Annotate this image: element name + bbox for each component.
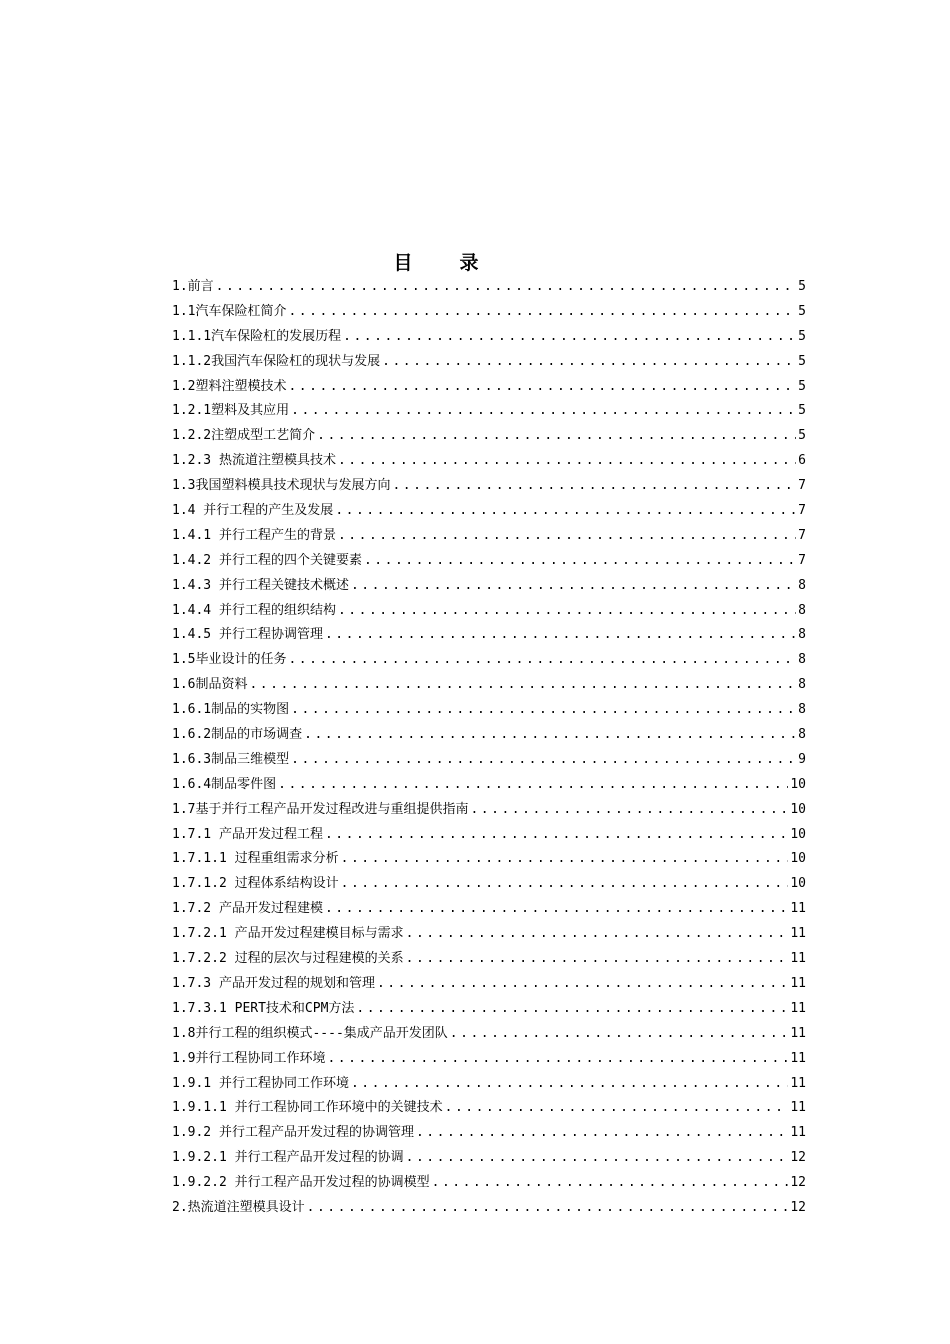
toc-entry-title: 1.7.1 产品开发过程工程 bbox=[172, 826, 323, 842]
toc-dot-leader bbox=[325, 823, 788, 848]
toc-dot-leader bbox=[307, 1196, 789, 1221]
toc-dot-leader bbox=[327, 1047, 788, 1072]
toc-title: 目 录 bbox=[393, 252, 493, 274]
toc-page-number: 8 bbox=[798, 702, 806, 718]
toc-dot-leader bbox=[382, 350, 796, 375]
toc-entry[interactable] bbox=[172, 1146, 806, 1171]
toc-dot-leader bbox=[249, 673, 796, 698]
toc-page-number: 5 bbox=[798, 353, 806, 369]
toc-entry[interactable] bbox=[172, 823, 806, 848]
toc-page-number: 8 bbox=[798, 727, 806, 743]
toc-page-number: 5 bbox=[798, 403, 806, 419]
toc-page-number: 5 bbox=[798, 378, 806, 394]
toc-entry-title: 1.9并行工程协同工作环境 bbox=[172, 1050, 326, 1066]
toc-page-number: 11 bbox=[790, 901, 806, 917]
toc-dot-leader bbox=[406, 947, 789, 972]
toc-page-number: 11 bbox=[790, 975, 806, 991]
toc-dot-leader bbox=[288, 648, 796, 673]
toc-entry-title: 1.7.2.2 过程的层次与过程建模的关系 bbox=[172, 951, 404, 967]
toc-entry[interactable] bbox=[172, 499, 806, 524]
toc-entry-title: 1.9.1.1 并行工程协同工作环境中的关键技术 bbox=[172, 1100, 443, 1116]
toc-dot-leader bbox=[406, 1146, 789, 1171]
toc-page-number: 8 bbox=[798, 627, 806, 643]
toc-entry[interactable] bbox=[172, 275, 806, 300]
toc-entry[interactable] bbox=[172, 623, 806, 648]
toc-dot-leader bbox=[335, 499, 796, 524]
toc-dot-leader bbox=[377, 972, 788, 997]
toc-entry-title: 1.2.3 热流道注塑模具技术 bbox=[172, 453, 336, 469]
toc-list bbox=[172, 275, 806, 1221]
toc-dot-leader bbox=[288, 375, 796, 400]
toc-page-number: 10 bbox=[790, 876, 806, 892]
toc-page-number: 5 bbox=[798, 279, 806, 294]
toc-entry[interactable] bbox=[172, 375, 806, 400]
toc-entry[interactable] bbox=[172, 798, 806, 823]
toc-entry-title: 1.7基于并行工程产品开发过程改进与重组提供指南 bbox=[172, 801, 469, 817]
toc-entry[interactable] bbox=[172, 947, 806, 972]
toc-entry[interactable] bbox=[172, 1171, 806, 1196]
toc-page-number: 11 bbox=[790, 1125, 806, 1141]
toc-entry-title: 1.4 并行工程的产生及发展 bbox=[172, 503, 334, 519]
toc-entry[interactable] bbox=[172, 997, 806, 1022]
toc-dot-leader bbox=[291, 399, 796, 424]
toc-entry[interactable] bbox=[172, 1096, 806, 1121]
toc-entry-title: 1.3我国塑料模具技术现状与发展方向 bbox=[172, 478, 391, 494]
toc-page-number: 11 bbox=[790, 1100, 806, 1116]
toc-page-number: 7 bbox=[798, 478, 806, 494]
toc-entry[interactable] bbox=[172, 748, 806, 773]
toc-entry-title: 1.9.2.2 并行工程产品开发过程的协调模型 bbox=[172, 1175, 430, 1191]
toc-entry-title: 1.4.5 并行工程协调管理 bbox=[172, 627, 323, 643]
toc-entry[interactable] bbox=[172, 549, 806, 574]
toc-entry[interactable] bbox=[172, 972, 806, 997]
toc-entry[interactable] bbox=[172, 599, 806, 624]
toc-dot-leader bbox=[216, 275, 797, 300]
toc-entry-title: 1.6.4制品零件图 bbox=[172, 776, 277, 792]
toc-dot-leader bbox=[317, 424, 796, 449]
toc-dot-leader bbox=[351, 574, 796, 599]
toc-dot-leader bbox=[325, 897, 788, 922]
toc-dot-leader bbox=[470, 798, 788, 823]
toc-dot-leader bbox=[406, 922, 789, 947]
toc-entry-title: 1.2.1塑料及其应用 bbox=[172, 403, 290, 419]
toc-entry[interactable] bbox=[172, 300, 806, 325]
toc-entry[interactable] bbox=[172, 648, 806, 673]
toc-entry[interactable] bbox=[172, 897, 806, 922]
toc-entry[interactable] bbox=[172, 723, 806, 748]
toc-entry-title: 1.6.3制品三维模型 bbox=[172, 751, 290, 767]
toc-entry-title: 1.2塑料注塑模技术 bbox=[172, 378, 287, 394]
toc-dot-leader bbox=[432, 1171, 789, 1196]
toc-entry[interactable] bbox=[172, 449, 806, 474]
toc-entry-title: 1.1.2我国汽车保险杠的现状与发展 bbox=[172, 353, 381, 369]
toc-entry[interactable] bbox=[172, 474, 806, 499]
toc-page-number: 11 bbox=[790, 1000, 806, 1016]
toc-entry-title: 1.前言 bbox=[172, 279, 214, 294]
toc-dot-leader bbox=[341, 847, 789, 872]
toc-entry[interactable] bbox=[172, 922, 806, 947]
toc-entry-title: 1.1汽车保险杠简介 bbox=[172, 303, 287, 319]
toc-dot-leader bbox=[291, 698, 796, 723]
toc-page-number: 8 bbox=[798, 652, 806, 668]
toc-entry[interactable] bbox=[172, 698, 806, 723]
toc-entry-title: 1.9.2 并行工程产品开发过程的协调管理 bbox=[172, 1125, 414, 1141]
toc-entry-title: 1.7.2 产品开发过程建模 bbox=[172, 901, 323, 917]
toc-entry-title: 1.2.2注塑成型工艺简介 bbox=[172, 428, 316, 444]
toc-dot-leader bbox=[338, 524, 796, 549]
toc-dot-leader bbox=[343, 325, 796, 350]
toc-dot-leader bbox=[445, 1096, 789, 1121]
toc-entry-title: 1.8并行工程的组织模式----集成产品开发团队 bbox=[172, 1025, 448, 1041]
toc-dot-leader bbox=[304, 723, 796, 748]
toc-dot-leader bbox=[325, 623, 796, 648]
toc-dot-leader bbox=[288, 300, 796, 325]
toc-page-number: 8 bbox=[798, 577, 806, 593]
toc-page-number: 11 bbox=[790, 951, 806, 967]
toc-page-number: 12 bbox=[790, 1150, 806, 1166]
toc-page-number: 11 bbox=[790, 1025, 806, 1041]
toc-entry-title: 1.7.3 产品开发过程的规划和管理 bbox=[172, 975, 375, 991]
toc-page-number: 11 bbox=[790, 1050, 806, 1066]
toc-page-number: 10 bbox=[790, 826, 806, 842]
toc-entry[interactable] bbox=[172, 1121, 806, 1146]
toc-entry[interactable] bbox=[172, 399, 806, 424]
toc-entry[interactable] bbox=[172, 872, 806, 897]
toc-page-number: 10 bbox=[790, 801, 806, 817]
toc-entry[interactable] bbox=[172, 1072, 806, 1097]
toc-dot-leader bbox=[392, 474, 796, 499]
toc-dot-leader bbox=[278, 773, 788, 798]
toc-page-number: 7 bbox=[798, 503, 806, 519]
toc-dot-leader bbox=[341, 872, 789, 897]
toc-entry[interactable] bbox=[172, 574, 806, 599]
toc-dot-leader bbox=[338, 599, 796, 624]
toc-page-number: 8 bbox=[798, 602, 806, 618]
toc-entry-title: 2.热流道注塑模具设计 bbox=[172, 1199, 305, 1215]
toc-entry[interactable] bbox=[172, 1047, 806, 1072]
toc-entry-title: 1.7.2.1 产品开发过程建模目标与需求 bbox=[172, 926, 404, 942]
toc-entry-title: 1.9.1 并行工程协同工作环境 bbox=[172, 1075, 349, 1091]
toc-entry[interactable] bbox=[172, 773, 806, 798]
toc-entry[interactable] bbox=[172, 424, 806, 449]
toc-entry-title: 1.6.2制品的市场调查 bbox=[172, 727, 303, 743]
toc-entry[interactable] bbox=[172, 673, 806, 698]
toc-entry-title: 1.4.3 并行工程关键技术概述 bbox=[172, 577, 349, 593]
toc-entry-title: 1.6.1制品的实物图 bbox=[172, 702, 290, 718]
toc-page-number: 5 bbox=[798, 428, 806, 444]
toc-page-number: 10 bbox=[790, 776, 806, 792]
toc-entry[interactable] bbox=[172, 847, 806, 872]
toc-entry-title: 1.4.4 并行工程的组织结构 bbox=[172, 602, 336, 618]
toc-dot-leader bbox=[364, 549, 796, 574]
toc-entry-title: 1.1.1汽车保险杠的发展历程 bbox=[172, 328, 342, 344]
toc-dot-leader bbox=[416, 1121, 788, 1146]
toc-entry-title: 1.4.2 并行工程的四个关键要素 bbox=[172, 552, 362, 568]
toc-page-number: 5 bbox=[798, 328, 806, 344]
toc-page-number: 10 bbox=[790, 851, 806, 867]
toc-entry[interactable] bbox=[172, 524, 806, 549]
toc-page-number: 12 bbox=[790, 1175, 806, 1191]
toc-entry-title: 1.6制品资料 bbox=[172, 677, 248, 693]
toc-page-number: 12 bbox=[790, 1199, 806, 1215]
toc-dot-leader bbox=[450, 1022, 789, 1047]
toc-entry[interactable] bbox=[172, 1196, 806, 1221]
toc-entry-title: 1.7.1.1 过程重组需求分析 bbox=[172, 851, 339, 867]
toc-entry[interactable] bbox=[172, 1022, 806, 1047]
toc-dot-leader bbox=[291, 748, 796, 773]
toc-page-number: 9 bbox=[798, 751, 806, 767]
toc-entry[interactable] bbox=[172, 350, 806, 375]
toc-entry-title: 1.7.3.1 PERT技术和CPM方法 bbox=[172, 1000, 355, 1016]
toc-entry-title: 1.5毕业设计的任务 bbox=[172, 652, 287, 668]
toc-page-number: 11 bbox=[790, 1075, 806, 1091]
toc-entry-title: 1.7.1.2 过程体系结构设计 bbox=[172, 876, 339, 892]
toc-dot-leader bbox=[356, 997, 788, 1022]
toc-page-number: 5 bbox=[798, 303, 806, 319]
toc-entry-title: 1.4.1 并行工程产生的背景 bbox=[172, 527, 336, 543]
toc-dot-leader bbox=[351, 1072, 788, 1097]
toc-page-number: 6 bbox=[798, 453, 806, 469]
toc-entry-title: 1.9.2.1 并行工程产品开发过程的协调 bbox=[172, 1150, 404, 1166]
toc-page-number: 11 bbox=[790, 926, 806, 942]
toc-page-number: 7 bbox=[798, 527, 806, 543]
toc-page-number: 7 bbox=[798, 552, 806, 568]
toc-dot-leader bbox=[338, 449, 796, 474]
toc-page-number: 8 bbox=[798, 677, 806, 693]
toc-entry[interactable] bbox=[172, 325, 806, 350]
